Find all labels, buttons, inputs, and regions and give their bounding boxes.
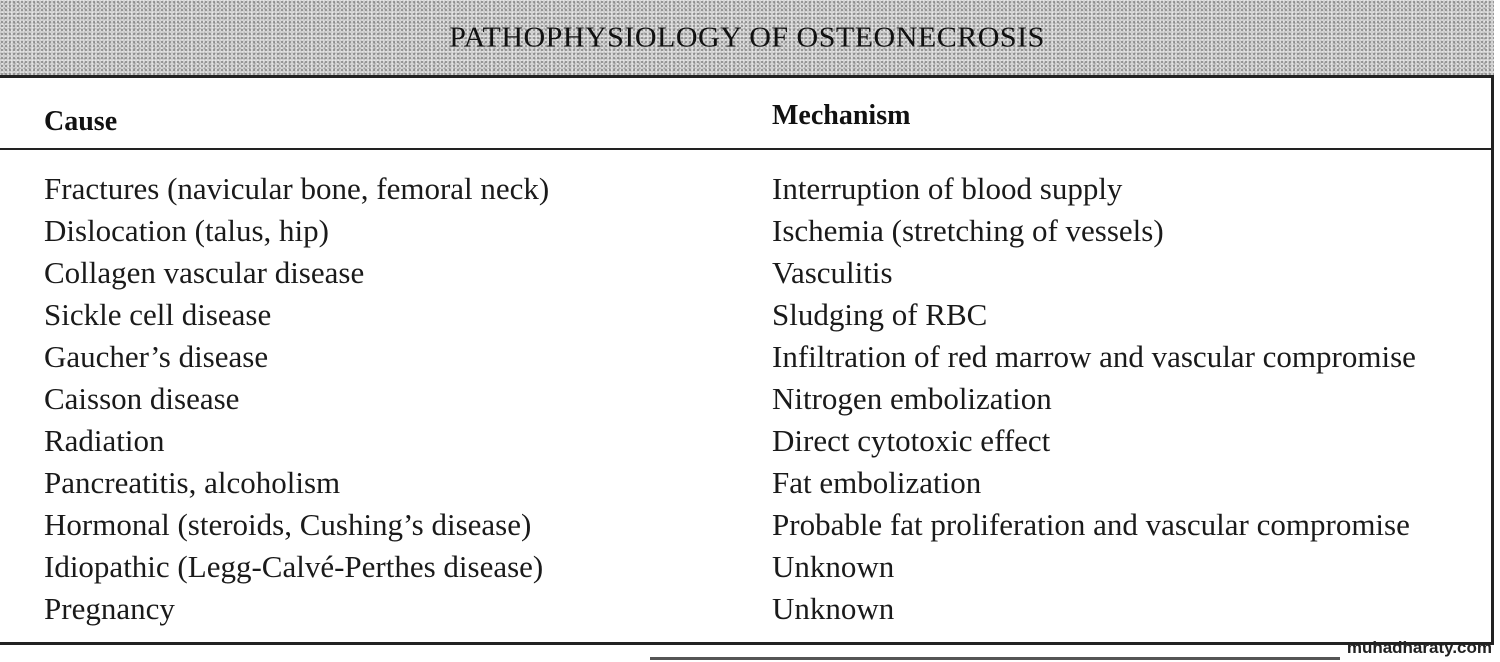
mechanism-cell: Sludging of RBC bbox=[772, 297, 988, 332]
cause-cell: Pancreatitis, alcoholism bbox=[44, 465, 341, 500]
cause-cell: Fractures (navicular bone, femoral neck) bbox=[44, 171, 550, 206]
table-title-bar bbox=[0, 0, 1494, 78]
mechanism-cell: Unknown bbox=[772, 591, 895, 626]
table-row bbox=[0, 252, 1494, 294]
mechanism-cell: Fat embolization bbox=[772, 465, 982, 500]
table-row bbox=[0, 168, 1494, 210]
table-row bbox=[0, 420, 1494, 462]
table-row bbox=[0, 378, 1494, 420]
cause-cell: Hormonal (steroids, Cushing’s disease) bbox=[44, 507, 532, 542]
mechanism-cell: Interruption of blood supply bbox=[772, 171, 1123, 206]
mechanism-cell: Unknown bbox=[772, 549, 895, 584]
cause-cell: Radiation bbox=[44, 423, 165, 458]
table-row bbox=[0, 588, 1494, 630]
mechanism-cell: Infiltration of red marrow and vascular compromise bbox=[772, 339, 1416, 374]
watermark: muhadharaty.com bbox=[1346, 638, 1492, 657]
cause-cell: Collagen vascular disease bbox=[44, 255, 365, 290]
cause-cell: Dislocation (talus, hip) bbox=[44, 213, 329, 248]
cause-cell: Gaucher’s disease bbox=[44, 339, 269, 374]
cause-cell: Sickle cell disease bbox=[44, 297, 272, 332]
mechanism-cell: Nitrogen embolization bbox=[772, 381, 1052, 416]
bottom-rule-divider bbox=[650, 657, 1340, 660]
cause-cell: Caisson disease bbox=[44, 381, 240, 416]
mechanism-cell: Vasculitis bbox=[772, 255, 893, 290]
column-header-mechanism: Mechanism bbox=[772, 100, 911, 131]
cause-cell: Pregnancy bbox=[44, 591, 175, 626]
table-title: PATHOPHYSIOLOGY OF OSTEONECROSIS bbox=[449, 21, 1045, 53]
mechanism-cell: Direct cytotoxic effect bbox=[772, 423, 1051, 458]
table-row bbox=[0, 294, 1494, 336]
table-body bbox=[0, 168, 1494, 630]
table-row bbox=[0, 504, 1494, 546]
table-row bbox=[0, 210, 1494, 252]
table-row bbox=[0, 336, 1494, 378]
table-header-row bbox=[0, 78, 1494, 150]
mechanism-cell: Ischemia (stretching of vessels) bbox=[772, 213, 1164, 248]
table-row bbox=[0, 462, 1494, 504]
mechanism-cell: Probable fat proliferation and vascular compromise bbox=[772, 507, 1410, 542]
cause-cell: Idiopathic (Legg-Calvé-Perthes disease) bbox=[44, 549, 544, 584]
table-row bbox=[0, 546, 1494, 588]
column-header-cause: Cause bbox=[44, 106, 118, 137]
